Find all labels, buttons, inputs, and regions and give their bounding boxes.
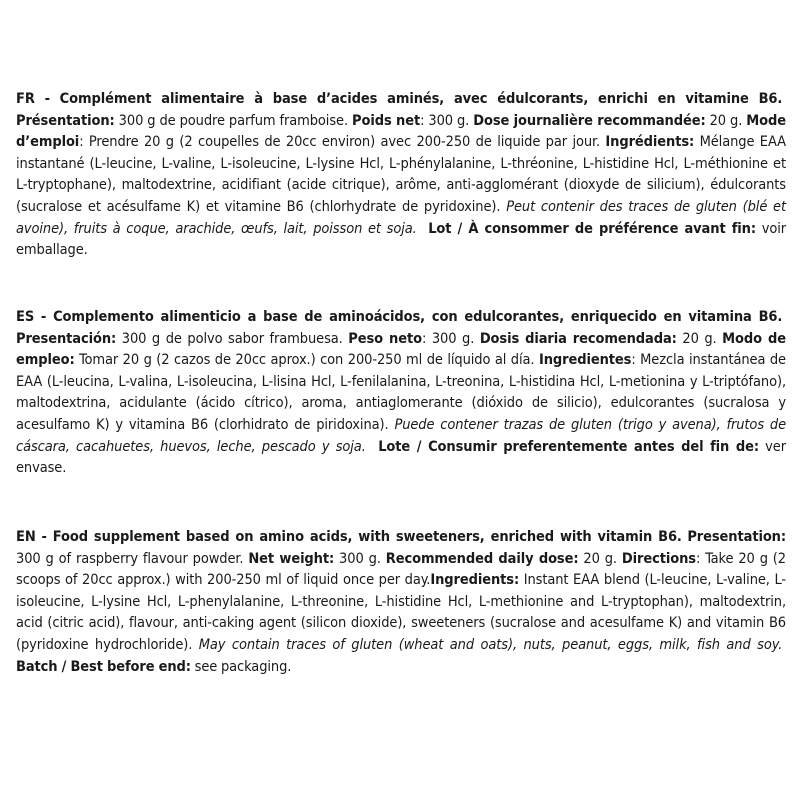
- daily-dose-value-fr: 20 g.: [705, 112, 747, 129]
- net-weight-value-es: : 300 g.: [421, 330, 480, 347]
- presentation-label-fr: Présentation:: [16, 112, 115, 129]
- ingredients-value-fr: Mélange EAA instantané (L-leucine, L-valine, L-isoleucine, L-lysine Hcl, L-phénylalanine, L-thréonine, L-histidine Hcl, L-méthionine et L-tryptophane), maltodextrine, acidifiant (acide citrique), arôme, anti-agglomérant (dioxyde de silicium), édulcorants (sucralose et acésulfame K) et vitamine B6 (chlorhydrate de pyridoxine).: [16, 134, 786, 215]
- ingredients-value-es: : Mezcla instantánea de EAA (L-leucina, L-valina, L-isoleucina, L-lisina Hcl, L-fenilalanina, L-treonina, L-histidina Hcl, L-metionina y L-triptófano), maltodextrina, acidulante (ácido cítrico), aroma, antiaglomerante (dióxido de silicio), edulcorantes (sucralosa y acesulfamo K) y vitamina B6 (clorhidrato de piridoxina).: [16, 352, 786, 433]
- directions-label-es: Modo de empleo:: [16, 330, 786, 369]
- net-weight-label-es: Peso neto: [348, 330, 422, 347]
- ingredients-label-en: Ingredients:: [430, 572, 520, 589]
- allergens-en: May contain traces of gluten (wheat and oats), nuts, peanut, eggs, milk, fish and soy.: [198, 636, 783, 653]
- lot-label-es: Lote / Consumir preferentemente antes del fin de:: [378, 438, 759, 455]
- directions-value-en: : Take 20 g (2 scoops of 20cc approx.) with 200-250 ml of liquid once per day.: [16, 550, 786, 589]
- net-weight-value-fr: : 300 g.: [420, 112, 474, 129]
- lot-value-fr: voir emballage.: [16, 220, 786, 259]
- daily-dose-label-fr: Dose journalière recommandée:: [473, 112, 706, 129]
- directions-value-fr: : Prendre 20 g (2 coupelles de 20cc environ) avec 200-250 de liquide par jour.: [79, 134, 606, 151]
- lot-label-en: Batch / Best before end:: [16, 658, 191, 675]
- lot-value-en: see packaging.: [190, 658, 292, 675]
- directions-label-fr: Mode d’emploi: [16, 112, 786, 151]
- label-paragraph-en: [16, 527, 786, 678]
- label-paragraph-es: [16, 307, 786, 480]
- presentation-value-en: 300 g of raspberry flavour powder.: [16, 550, 249, 567]
- presentation-label-en: Presentation:: [687, 529, 786, 545]
- allergens-fr: Peut contenir des traces de gluten (blé et avoine), fruits à coque, arachide, œufs, lait, poisson et soja.: [16, 198, 786, 237]
- daily-dose-value-es: 20 g.: [676, 330, 723, 347]
- heading-en: EN - Food supplement based on amino acids, with sweeteners, enriched with vitamin B6.: [16, 529, 682, 545]
- daily-dose-label-en: Recommended daily dose:: [385, 550, 579, 567]
- label-section-en: [16, 527, 786, 678]
- directions-value-es: Tomar 20 g (2 cazos de 20cc aprox.) con 200-250 ml de líquido al día.: [74, 352, 539, 369]
- net-weight-label-en: Net weight:: [248, 550, 335, 567]
- net-weight-label-fr: Poids net: [352, 112, 421, 129]
- presentation-value-fr: 300 g de poudre parfum framboise.: [114, 112, 353, 129]
- label-section-es: [16, 307, 786, 480]
- label-section-fr: [16, 89, 786, 262]
- heading-fr: FR - Complément alimentaire à base d’acides aminés, avec édulcorants, enrichi en vitamine B6.: [16, 91, 783, 107]
- ingredients-value-en: Instant EAA blend (L-leucine, L-valine, L-isoleucine, L-lysine Hcl, L-phenylalanine, L-threonine, L-histidine Hcl, L-methionine and L-tryptophan), maltodextrin, acid (citric acid), flavour, anti-caking agent (silicon dioxide), sweeteners (sucralose and acesulfame K) and vitamin B6 (pyridoxine hydrochloride).: [16, 572, 786, 653]
- label-paragraph-fr: [16, 89, 786, 262]
- directions-label-en: Directions: [621, 550, 696, 567]
- daily-dose-value-en: 20 g.: [578, 550, 622, 567]
- lot-label-fr: Lot / À consommer de préférence avant fin:: [428, 220, 756, 237]
- presentation-label-es: Presentación:: [16, 330, 117, 347]
- daily-dose-label-es: Dosis diaria recomendada:: [479, 330, 677, 347]
- net-weight-value-en: 300 g.: [334, 550, 386, 567]
- lot-value-es: ver envase.: [16, 438, 786, 477]
- heading-es: ES - Complemento alimenticio a base de aminoácidos, con edulcorantes, enriquecido en vitamina B6.: [16, 309, 783, 325]
- presentation-value-es: 300 g de polvo sabor frambuesa.: [116, 330, 349, 347]
- allergens-es: Puede contener trazas de gluten (trigo y avena), frutos de cáscara, cacahuetes, huevos, leche, pescado y soja.: [16, 416, 787, 455]
- ingredients-label-es: Ingredientes: [538, 352, 632, 369]
- ingredients-label-fr: Ingrédients:: [605, 134, 695, 151]
